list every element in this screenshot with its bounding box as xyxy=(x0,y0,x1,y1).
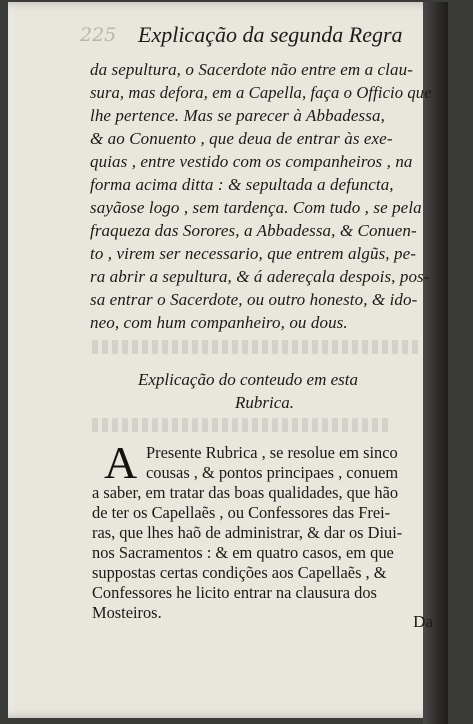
text-line: a saber, em tratar das boas qualidades, que hão xyxy=(92,483,399,502)
text-line: ra abrir a sepultura, & á adereçala despois, pos- xyxy=(90,267,430,286)
text-line: Presente Rubrica , se resolue em sinco xyxy=(146,443,398,462)
bleed-through xyxy=(92,340,422,354)
text-line: Confessores he licito entrar na clausura dos xyxy=(92,583,377,602)
page-number: 225 xyxy=(80,24,117,46)
text-line: to , virem ser necessario, que entrem algũs, pe- xyxy=(90,244,416,263)
text-line: quias , entre vestido com os companheiros , na xyxy=(90,152,413,171)
catchword: Da xyxy=(413,612,433,631)
text-line: forma acima ditta : & sepultada a defuncta, xyxy=(90,175,394,194)
text-line: sayãose logo , sem tardença. Com tudo , se pela xyxy=(90,198,422,217)
text-line: fraqueza das Sorores, a Abbadessa, & Conuen- xyxy=(90,221,417,240)
text-line: nos Sacramentos : & em quatro casos, em que xyxy=(92,543,394,562)
text-line: & ao Conuento , que deua de entrar às exe- xyxy=(90,129,393,148)
section-heading: Explicação do conteudo em esta xyxy=(138,370,358,389)
text-line: suppostas certas condições aos Capellaẽs , & xyxy=(92,563,387,582)
text-line: da sepultura, o Sacerdote não entre em a clau- xyxy=(90,60,413,79)
text-line: neo, com hum companheiro, ou dous. xyxy=(90,313,348,332)
text-line: cousas , & pontos principaes , conuem xyxy=(146,463,399,482)
running-title: Explicação da segunda Regra xyxy=(138,22,403,47)
section-heading-2: Rubrica. xyxy=(235,393,295,412)
text-line: sura, mas defora, em a Capella, faça o Officio que xyxy=(90,83,432,102)
text-line: lhe pertence. Mas se parecer à Abbadessa, xyxy=(90,106,385,125)
drop-cap: A xyxy=(104,437,138,488)
text-line: ras, que lhes haõ de administrar, & dar os Diui- xyxy=(92,523,403,542)
text-line: sa entrar o Sacerdote, ou outro honesto, & ido- xyxy=(90,290,418,309)
text-line: Mosteiros. xyxy=(92,603,162,622)
bleed-through xyxy=(92,418,392,432)
text-line: de ter os Capellaẽs , ou Confessores das Frei- xyxy=(92,503,391,522)
